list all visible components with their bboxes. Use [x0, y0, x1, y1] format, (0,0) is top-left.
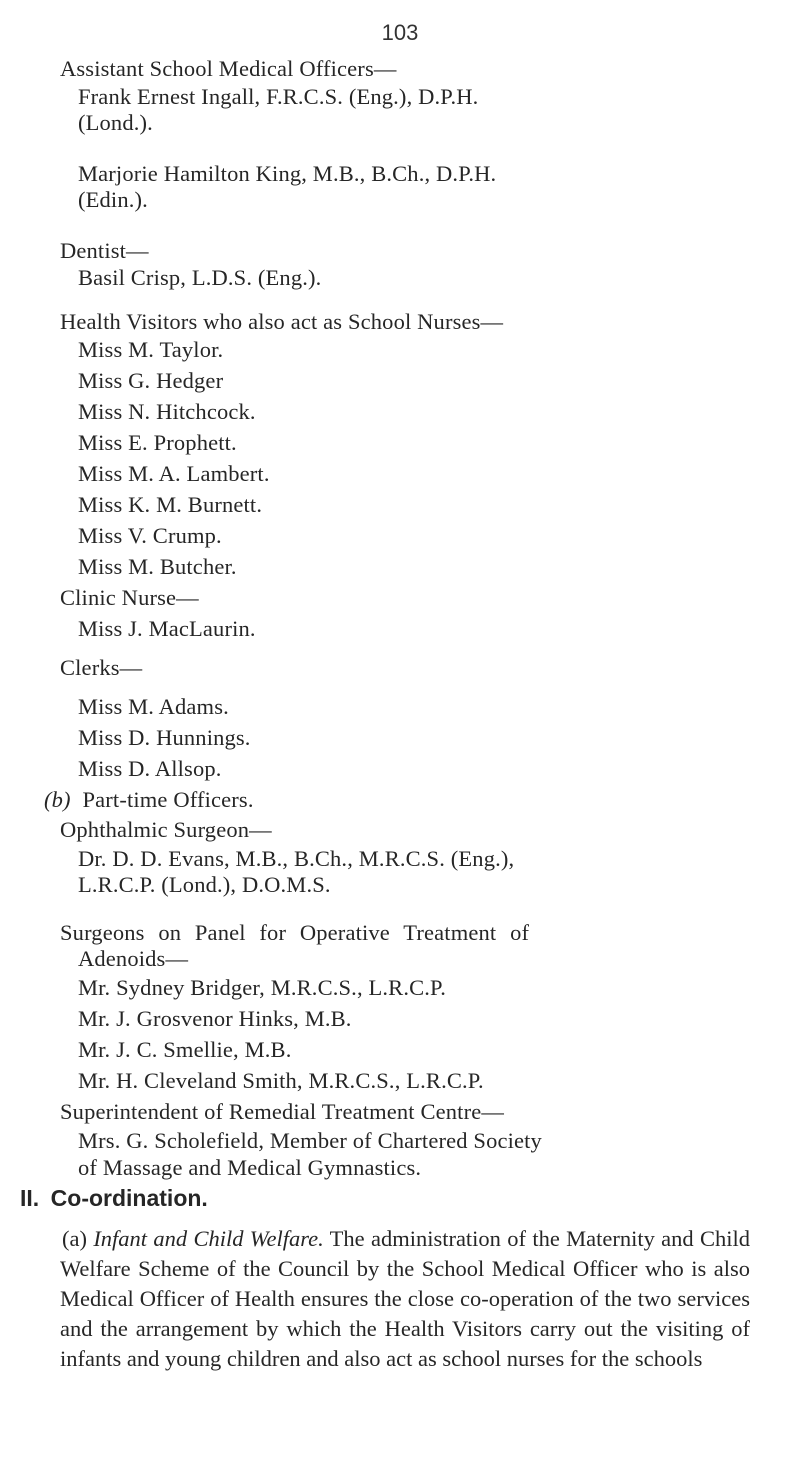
surgeon-name: Mr. J. Grosvenor Hinks, M.B. — [78, 1006, 352, 1031]
superintendent-line: Mrs. G. Scholefield, Member of Chartered Society — [78, 1128, 542, 1153]
health-visitor-name: Miss M. A. Lambert. — [78, 461, 270, 486]
dentist-name: Basil Crisp, L.D.S. (Eng.). — [78, 265, 322, 290]
ophthalmic-line: L.R.C.P. (Lond.), D.O.M.S. — [78, 872, 331, 897]
health-visitors-heading: Health Visitors who also act as School Nurses— — [60, 309, 504, 334]
health-visitor-name: Miss E. Prophett. — [78, 430, 237, 455]
officer-line: Marjorie Hamilton King, M.B., B.Ch., D.P.H. — [78, 161, 497, 186]
superintendent-heading: Superintendent of Remedial Treatment Centre— — [60, 1099, 505, 1124]
surgeons-heading: Surgeons on Panel for Operative Treatment of — [60, 920, 530, 945]
surgeon-name: Mr. H. Cleveland Smith, M.R.C.S., L.R.C.P. — [78, 1068, 484, 1093]
health-visitor-name: Miss K. M. Burnett. — [78, 492, 263, 517]
part-time-heading: Part-time Officers. — [82, 787, 254, 812]
officer-line: (Lond.). — [78, 110, 153, 135]
dentist-heading: Dentist— — [60, 238, 149, 263]
surgeon-name: Mr. J. C. Smellie, M.B. — [78, 1037, 292, 1062]
paragraph-marker: (a) — [62, 1226, 87, 1251]
health-visitor-name: Miss M. Butcher. — [78, 554, 237, 579]
clerk-name: Miss M. Adams. — [78, 694, 229, 719]
section-marker — [44, 786, 254, 814]
page-number: 103 — [381, 20, 419, 45]
health-visitor-name: Miss M. Taylor. — [78, 337, 224, 362]
coordination-heading: II. Co-ordination. — [20, 1185, 208, 1211]
officer-line: (Edin.). — [78, 187, 148, 212]
school-officers-heading: Assistant School Medical Officers— — [60, 56, 397, 81]
clerk-name: Miss D. Allsop. — [78, 756, 222, 781]
surgeon-name: Mr. Sydney Bridger, M.R.C.S., L.R.C.P. — [78, 975, 446, 1000]
clinic-nurse-heading: Clinic Nurse— — [60, 585, 199, 610]
ophthalmic-heading: Ophthalmic Surgeon— — [60, 817, 272, 842]
clerk-name: Miss D. Hunnings. — [78, 725, 251, 750]
paragraph-text: The administration of the Maternity and Child Welfare Scheme of the Council by the School Medical Officer who is also Medical Officer of Health ensures the close co-operation of the two services and the arrangement by which the Health Visitors carry out the visiting of infants and young children and also act as school nurses for the schools — [60, 1226, 750, 1371]
surgeons-heading-cont: Adenoids— — [78, 946, 189, 971]
ophthalmic-line: Dr. D. D. Evans, M.B., B.Ch., M.R.C.S. (Eng.), — [78, 846, 515, 871]
health-visitor-name: Miss G. Hedger — [78, 368, 224, 393]
clinic-nurse-name: Miss J. MacLaurin. — [78, 616, 256, 641]
health-visitor-name: Miss V. Crump. — [78, 523, 222, 548]
health-visitor-name: Miss N. Hitchcock. — [78, 399, 256, 424]
officer-line: Frank Ernest Ingall, F.R.C.S. (Eng.), D.P.H. — [78, 84, 479, 109]
coordination-paragraph — [60, 1224, 750, 1374]
superintendent-line: of Massage and Medical Gymnastics. — [78, 1155, 422, 1180]
section-b-marker: (b) — [44, 787, 71, 812]
paragraph-title: Infant and Child Welfare. — [93, 1226, 324, 1251]
clerks-heading: Clerks— — [60, 655, 143, 680]
